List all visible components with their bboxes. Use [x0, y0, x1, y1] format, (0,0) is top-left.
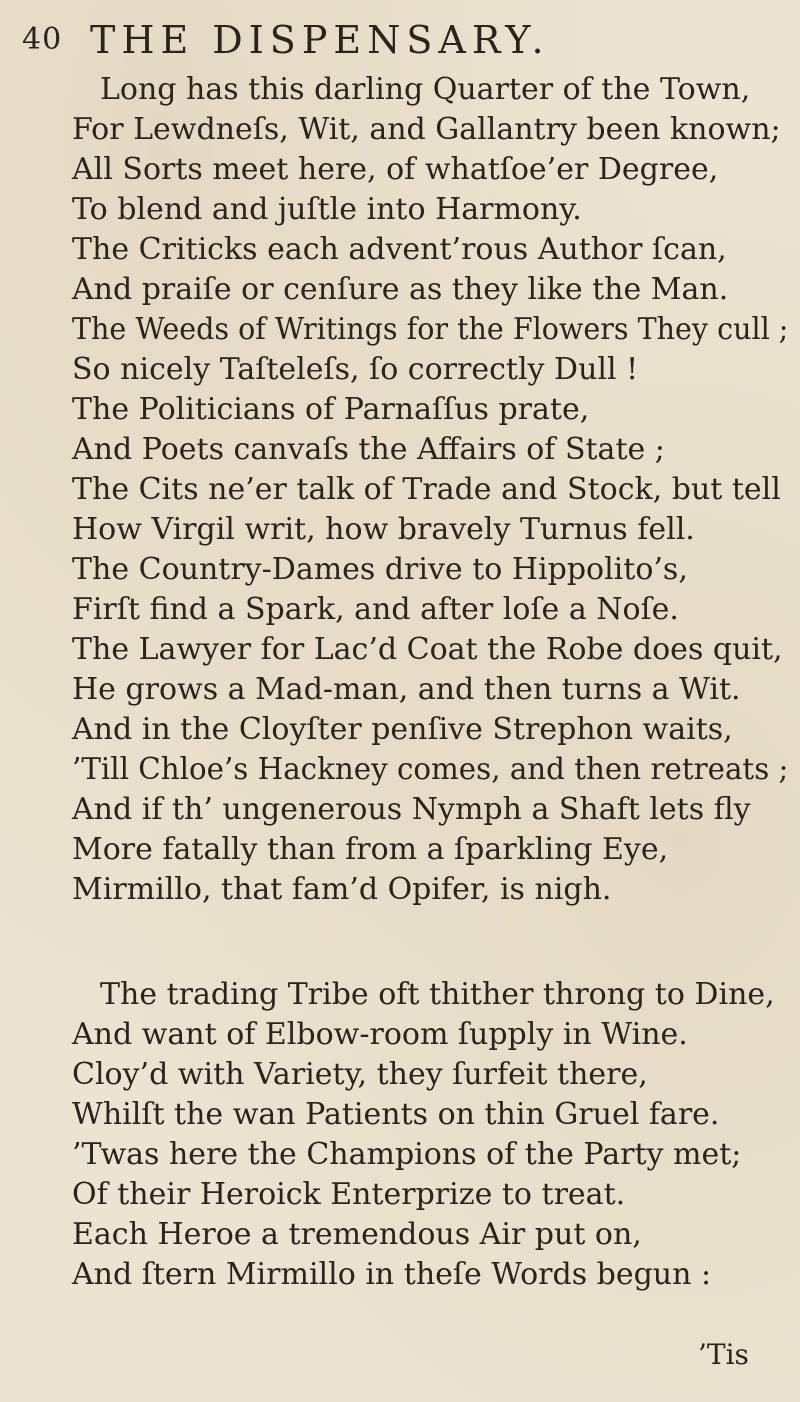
verse-line: Mirmillo, that fam’d Opifer, is nigh.	[72, 872, 612, 907]
verse-line: To blend and juſtle into Harmony.	[72, 192, 582, 227]
verse-line: For Lewdneſs, Wit, and Gallantry been known;	[72, 112, 781, 147]
verse-line: How Virgil writ, how bravely Turnus fell.	[72, 512, 695, 547]
verse-line: The Cits ne’er talk of Trade and Stock, but tell	[72, 472, 781, 507]
catchword: ’Tis	[698, 1338, 749, 1371]
verse-line: Firſt find a Spark, and after loſe a Noſe.	[72, 592, 679, 627]
verse-line: Cloy’d with Variety, they ſurfeit there,	[72, 1057, 648, 1092]
verse-line: And praiſe or cenſure as they like the Man.	[72, 272, 729, 307]
verse-line: The Country-Dames drive to Hippolito’s,	[72, 552, 688, 587]
verse-line: ’Twas here the Champions of the Party met;	[72, 1137, 742, 1172]
verse-line: And want of Elbow-room ſupply in Wine.	[72, 1017, 688, 1052]
verse-line: Of their Heroick Enterprize to treat.	[72, 1177, 626, 1212]
verse-line: And if th’ ungenerous Nymph a Shaft lets fly	[72, 792, 751, 827]
running-head: THE DISPENSARY.	[90, 18, 550, 62]
verse-line: Whilſt the wan Patients on thin Gruel fare.	[72, 1097, 720, 1132]
page-number: 40	[22, 22, 63, 57]
verse-line: He grows a Mad-man, and then turns a Wit.	[72, 672, 741, 707]
verse-line: More fatally than from a ſparkling Eye,	[72, 832, 669, 867]
verse-line: So nicely Taſteleſs, ſo correctly Dull !	[72, 352, 639, 387]
verse-line: And Poets canvaſs the Affairs of State ;	[72, 432, 665, 467]
verse-line: ’Till Chloe’s Hackney comes, and then retreats ;	[72, 752, 789, 787]
verse-line: Long has this darling Quarter of the Town,	[100, 72, 751, 107]
verse-line: The Politicians of Parnaſſus prate,	[72, 392, 590, 427]
verse-line: And in the Cloyſter penſive Strephon waits,	[72, 712, 733, 747]
verse-line: The trading Tribe oft thither throng to Dine,	[100, 977, 775, 1012]
verse-line: And ſtern Mirmillo in theſe Words begun :	[72, 1257, 712, 1292]
verse-line: All Sorts meet here, of whatſoe’er Degree,	[72, 152, 719, 187]
verse-line: The Lawyer for Lac’d Coat the Robe does quit,	[72, 632, 783, 667]
page-header	[22, 12, 782, 64]
verse-line: Each Heroe a tremendous Air put on,	[72, 1217, 642, 1252]
verse-line: The Criticks each advent’rous Author ſcan,	[72, 232, 727, 267]
verse-line: The Weeds of Writings for the Flowers They cull ;	[72, 312, 789, 347]
